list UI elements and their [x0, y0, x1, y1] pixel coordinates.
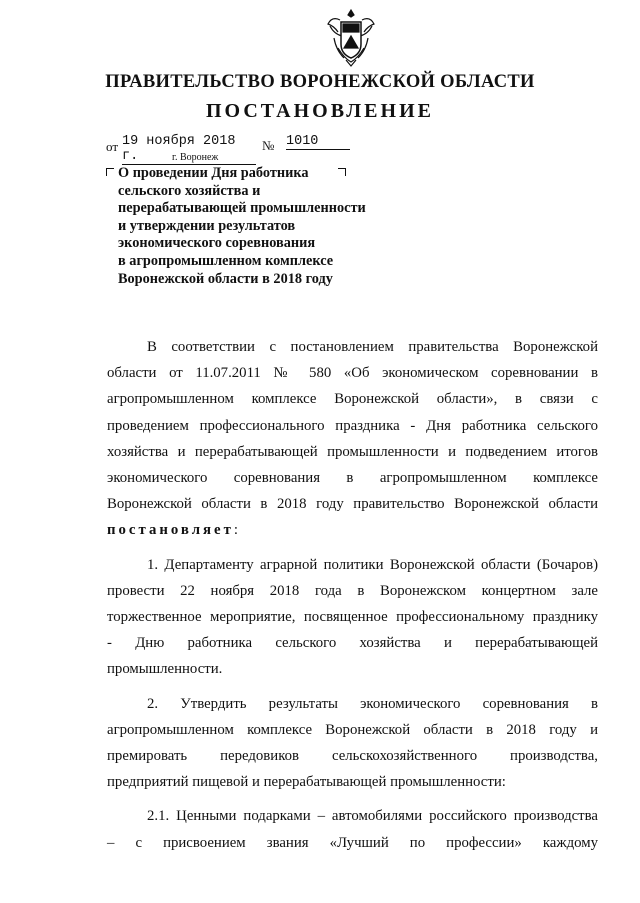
body-line: проведением профессионального праздника - Дня работника сельского [107, 417, 598, 434]
subject-line: в агропромышленном комплексе [118, 252, 334, 269]
city-name: г. Воронеж [172, 152, 219, 163]
body-line: премировать передовиков сельскохозяйственного производства, [107, 748, 598, 765]
body-line: торжественное мероприятие, посвященное профессиональному празднику [107, 609, 598, 626]
body-line: хозяйства и перерабатывающей промышленности и подведением итогов [107, 443, 598, 460]
body-line: 2. Утвердить результаты экономического соревнования в [147, 695, 598, 712]
body-line: агропромышленном комплексе Воронежской области», в связи с [107, 391, 598, 408]
body-line: экономического соревнования в агропромышленном комплексе [107, 470, 598, 487]
body-line: предприятий пищевой и перерабатывающей промышленности: [107, 774, 506, 791]
body-line: – с присвоением звания «Лучший по профессии» каждому [107, 834, 598, 851]
resolution-keyword: постановляет [107, 522, 234, 539]
preamble-paragraph [107, 334, 598, 544]
number-label: № [262, 138, 275, 153]
body-line: 2.1. Ценными подарками – автомобилями российского производства [147, 808, 598, 825]
subject-line: О проведении Дня работника [118, 165, 309, 181]
body-line: провести 22 ноября 2018 года в Воронежском концертном зале [107, 582, 598, 599]
document-body [107, 334, 598, 856]
body-line: агропромышленном комплексе Воронежской области в 2018 году и [107, 721, 598, 738]
item-2-paragraph [107, 691, 598, 796]
body-line: области от 11.07.2011 № 580 «Об экономическом соревновании в [107, 365, 598, 382]
resolution-keyword-line [107, 517, 598, 543]
document-type-title: ПОСТАНОВЛЕНИЕ [206, 100, 434, 122]
body-line: В соответствии с постановлением правительства Воронежской [147, 339, 598, 355]
body-line: - Дню работника сельского хозяйства и перерабатывающей [107, 635, 598, 652]
subject-line: сельского хозяйства и [118, 182, 261, 199]
document-number: 1010 [286, 134, 350, 150]
resolution-keyword-colon: : [233, 522, 238, 539]
subject-line: экономического соревнования [118, 235, 316, 252]
body-line: промышленности. [107, 661, 223, 678]
item-1-paragraph [107, 552, 598, 683]
document-subject [118, 165, 398, 288]
coat-of-arms-emblem [326, 8, 376, 68]
subject-line: Воронежской области в 2018 году [118, 270, 333, 287]
subject-bracket-left [106, 168, 114, 176]
body-line: Воронежской области в 2018 году правительство Воронежской области [107, 496, 598, 513]
date-from-label: от [106, 139, 119, 154]
subject-line: и утверждении результатов [118, 217, 296, 234]
item-2-1-paragraph [107, 803, 598, 855]
subject-line: перерабатывающей промышленности [118, 200, 366, 217]
document-date: 19 ноября 2018 г. [122, 134, 256, 165]
government-name: ПРАВИТЕЛЬСТВО ВОРОНЕЖСКОЙ ОБЛАСТИ [105, 72, 535, 92]
body-line: 1. Департаменту аграрной политики Воронежской области (Бочаров) [147, 556, 598, 573]
